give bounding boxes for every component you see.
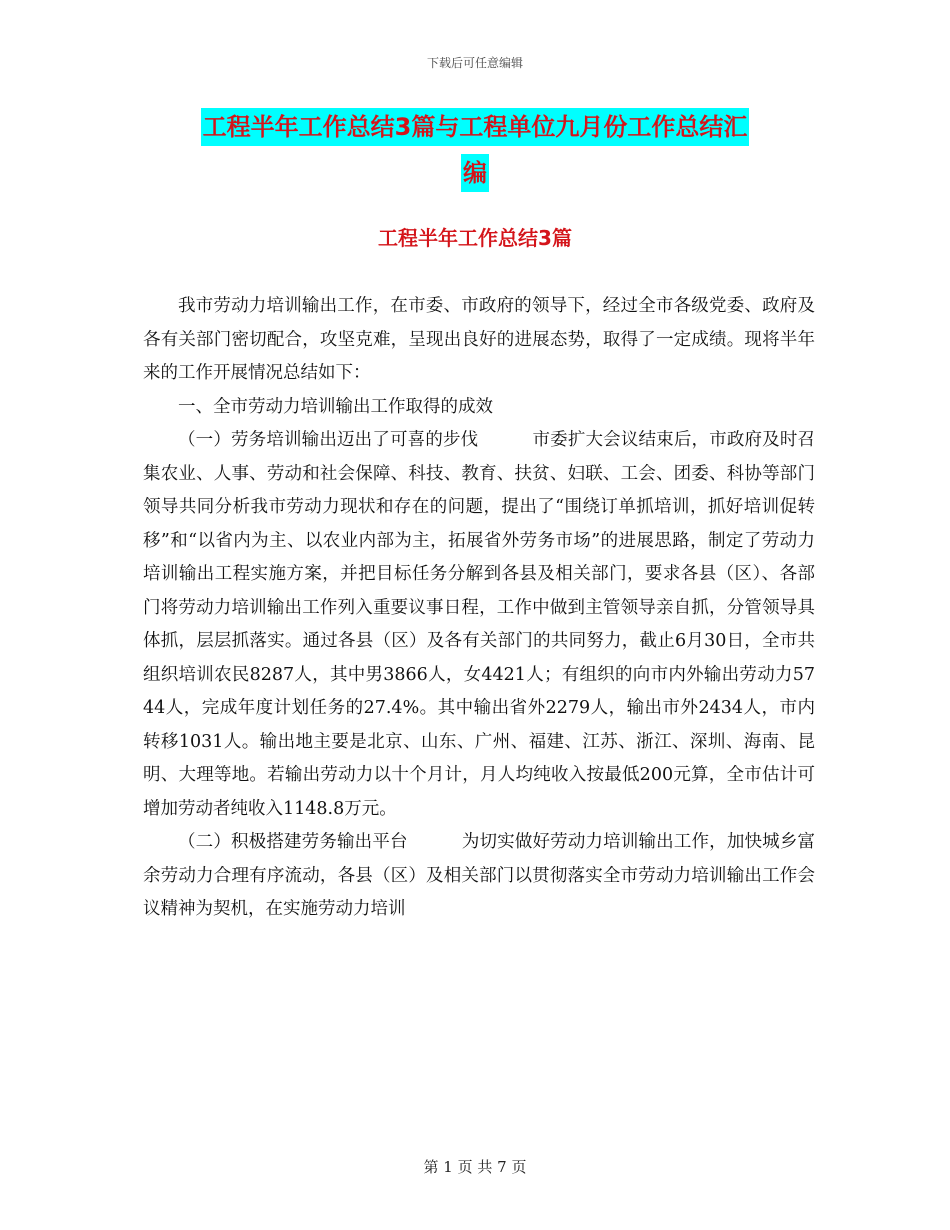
- document-title: [150, 108, 800, 200]
- document-body: [143, 290, 815, 927]
- paragraph-intro: 我市劳动力培训输出工作，在市委、市政府的领导下，经过全市各级党委、政府及各有关部门密切配合，攻坚克难，呈现出良好的进展态势，取得了一定成绩。现将半年来的工作开展情况总结如下：: [143, 296, 815, 383]
- section-title: 工程半年工作总结3篇: [378, 226, 572, 250]
- page-footer: 第 1 页 共 7 页: [423, 1158, 527, 1176]
- paragraph-section-2-text: 为切实做好劳动力培训输出工作，加快城乡富余劳动力合理有序流动，各县（区）及相关部门以贯彻落实全市劳动力培训输出工作会议精神为契机，在实施劳动力培训: [143, 832, 816, 919]
- subheading-1: （一）劳务培训输出迈出了可喜的步伐: [178, 430, 479, 450]
- title-line-1: 工程半年工作总结3篇与工程单位九月份工作总结汇: [201, 108, 750, 146]
- paragraph-section-2: [143, 826, 815, 927]
- subheading-2: （二）积极搭建劳务输出平台: [178, 832, 408, 852]
- header-note: 下载后可任意编辑: [426, 56, 523, 70]
- title-line-2: 编: [461, 154, 489, 192]
- paragraph-section-1-text: 市委扩大会议结束后，市政府及时召集农业、人事、劳动和社会保障、科技、教育、扶贫、妇联、工会、团委、科协等部门领导共同分析我市劳动力现状和存在的问题，提出了“围绕订单抓培训，抓好培训促转移”和“以省内为主、以农业内部为主，拓展省外劳务市场”的进展思路，制定了劳动力培训输出工程实施方案，并把目标任务分解到各县及相关部门，要求各县（区）、各部门将劳动力培训输出工作列入重要议事日程，工作中做到主管领导亲自抓，分管领导具体抓，层层抓落实。通过各县（区）及各有关部门的共同努力，截止6月30日，全市共组织培训农民8287人，其中男3866人，女4421人；有组织的向市内外输出劳动力5744人，完成年度计划任务的27.4%。其中输出省外2279人，输出市外2434人，市内转移1031人。输出地主要是北京、山东、广州、福建、江苏、浙江、深圳、海南、昆明、大理等地。若输出劳动力以十个月计，月人均纯收入按最低200元算，全市估计可增加劳动者纯收入1148.8万元。: [143, 430, 816, 819]
- paragraph-heading-1: 一、全市劳动力培训输出工作取得的成效: [178, 396, 493, 417]
- paragraph-section-1: [143, 424, 815, 826]
